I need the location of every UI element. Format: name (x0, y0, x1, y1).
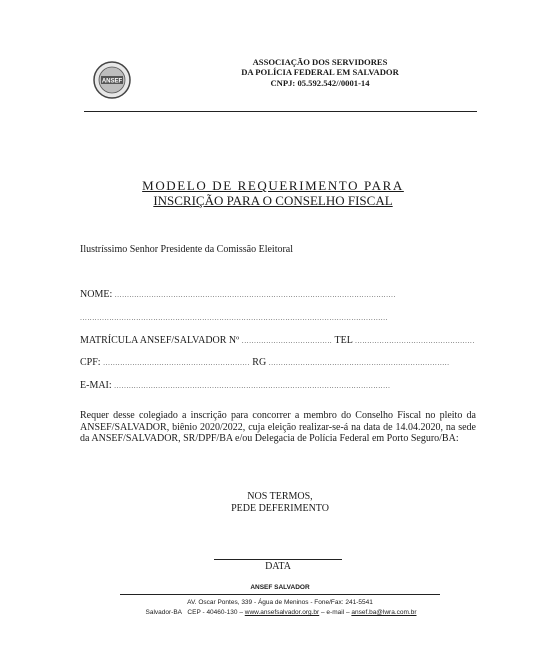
tel-blank[interactable]: ................................................. (355, 338, 475, 345)
tel-label: TEL (334, 335, 353, 346)
email-field[interactable] (80, 380, 390, 391)
footer-email-prefix: – e-mail – (321, 609, 350, 616)
signature-label: DATA (265, 561, 291, 572)
rg-label: RG (252, 357, 267, 368)
salutation: Ilustríssimo Senhor Presidente da Comissão Eleitoral (80, 244, 294, 255)
email-blank[interactable]: ................................................................................................................. (114, 383, 391, 390)
closing-line-2: PEDE DEFERIMENTO (231, 503, 329, 514)
cpf-label: CPF: (80, 357, 101, 368)
matricula-label: MATRÍCULA ANSEF/SALVADOR Nº (80, 335, 240, 346)
document-title: MODELO DE REQUERIMENTO PARA (142, 178, 404, 193)
header-divider (84, 111, 477, 112)
ansef-logo (92, 60, 132, 100)
footer-site-link[interactable]: www.ansefsalvador.org.br (244, 609, 320, 616)
header-association-subtitle: DA POLÍCIA FEDERAL EM SALVADOR (241, 67, 399, 77)
closing-line-1: NOS TERMOS, (247, 491, 313, 502)
request-paragraph: Requer desse colegiado a inscrição para concorrer a membro do Conselho Fiscal no pleito da ANSEF/SALVADOR, biênio 2020/2022, cuja eleição realizar-se-á na data de 14.04.2020, na sede da ANSEF/SALVADOR, SR/DPF/BA e/ou Delegacia de Polícia Federal em Porto Seguro/BA: (80, 410, 476, 445)
nome-blank[interactable]: ................................................................................................................... (114, 292, 396, 299)
header-association-name: ASSOCIAÇÃO DOS SERVIDORES (252, 57, 388, 67)
footer-divider (120, 594, 440, 595)
footer-city: Salvador-BA (145, 609, 182, 616)
logo-text: ANSEF (101, 78, 123, 85)
matricula-blank[interactable]: ..................................... (241, 338, 333, 345)
footer-address: AV. Oscar Pontes, 339 - Água de Meninos - Fone/Fax: 241-5541 (187, 599, 373, 606)
footer-name: ANSEF SALVADOR (250, 584, 310, 591)
footer-email-link[interactable]: ansef.ba@lwra.com.br (351, 609, 417, 616)
document-subtitle: INSCRIÇÃO PARA O CONSELHO FISCAL (153, 193, 393, 208)
nome-blank-2[interactable]: .............................................................................................................................. (80, 315, 389, 322)
nome-label: NOME: (80, 289, 113, 300)
cpf-field[interactable] (80, 357, 450, 368)
nome-field-continuation[interactable] (80, 312, 388, 323)
signature-line[interactable] (214, 559, 342, 560)
rg-blank[interactable]: .......................................................................... (268, 360, 450, 367)
email-label: E-MAI: (80, 380, 112, 391)
nome-field[interactable] (80, 289, 396, 300)
cpf-blank[interactable]: ............................................................ (103, 360, 250, 367)
header-cnpj: CNPJ: 05.592.542//0001-14 (270, 78, 370, 88)
footer-cep: CEP - 40460-130 – (187, 609, 243, 616)
footer-contact (96, 609, 466, 616)
matricula-field[interactable] (80, 335, 475, 346)
